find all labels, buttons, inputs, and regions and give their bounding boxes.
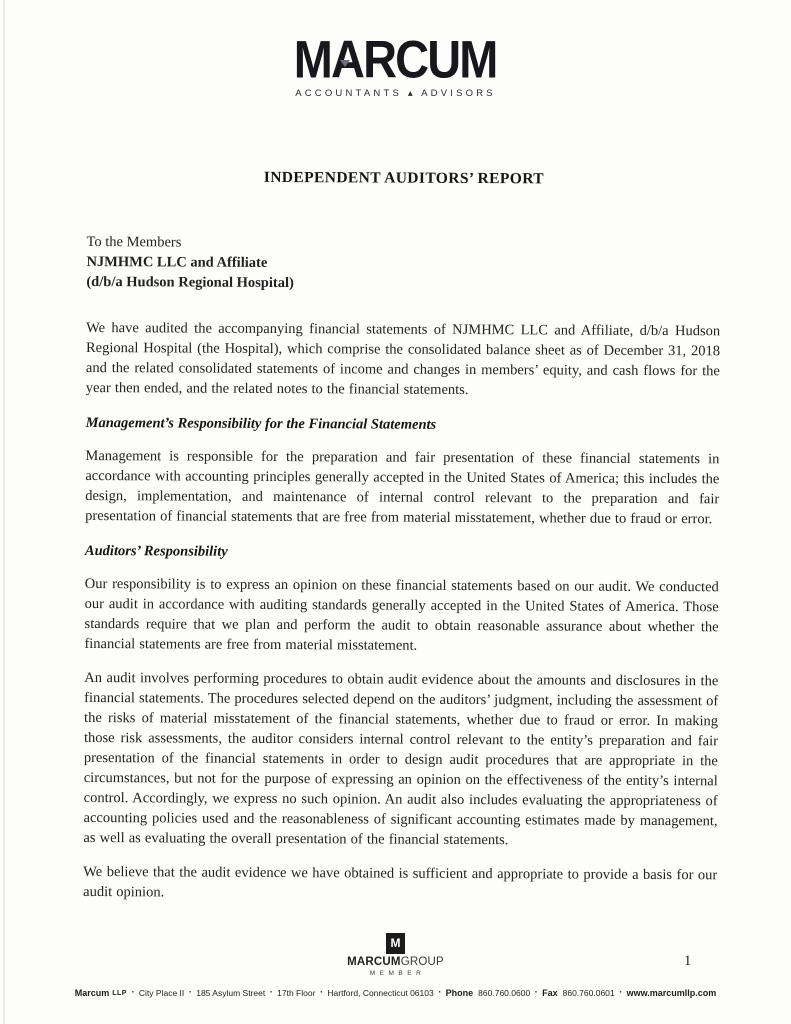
addressee-line-3: (d/b/a Hudson Regional Hospital) [86,273,294,292]
marcum-group-name-bold: MARCUM [347,956,401,968]
footer-phone-value: 860.760.0600 [478,988,531,998]
footer-address-floor: 17th Floor [277,988,316,998]
marcum-logo-wordmark: MARCUM [294,29,497,90]
footer-separator-icon: ▪ [189,989,192,996]
footer-address-street: 185 Asylum Street [196,988,266,998]
footer-fax-label: Fax [542,988,558,998]
marcum-logo-wordmark-wrap [285,29,505,90]
footer-separator-icon: ▪ [438,989,441,996]
logo-a-triangle-icon [340,60,350,67]
management-responsibility-paragraph: Management is responsible for the preparation and fair presentation of these financial statements in accordance with accounting principles generally accepted in the United States of America; this includes the design, implementation, and maintenance of internal control relevant to the preparation and fair presentation of financial statements that are free from material misstatement, whether due to fraud or error. [85,447,720,528]
footer-phone-label: Phone [445,988,474,998]
report-title: INDEPENDENT AUDITORS’ REPORT [263,168,545,188]
marcum-group-member-label: MEMBER [369,970,426,977]
page-number: 1 [684,953,692,969]
auditors-responsibility-paragraph-3: We believe that the audit evidence we have obtained is sufficient and appropriate to provide a basis for our audit opinion. [83,863,718,901]
marcum-group-logo [0,933,791,977]
report-body [83,160,721,905]
footer-fax-value: 860.760.0601 [562,988,615,998]
footer-firm-name: Marcum [74,988,110,998]
footer-address-building: City Place II [138,988,185,998]
addressee-line-2: NJMHMC LLC and Affiliate [86,253,268,271]
addressee-block [86,232,720,295]
footer-separator-icon: ▪ [270,989,273,996]
footer-contact-bar [0,988,791,998]
auditors-responsibility-paragraph-2: An audit involves performing procedures to obtain audit evidence about the amounts and disclosures in the financial statements. The procedures selected depend on the auditors’ judgment, including the assessment of the risks of material misstatement of the financial statements, whether due to fraud or error. In making those risk assessments, the auditor considers internal control relevant to the entity’s preparation and fair presentation of the financial statements in order to design audit procedures that are appropriate in the circumstances, but not for the purpose of expressing an opinion on the effectiveness of the entity’s internal control. Accordingly, we express no such opinion. An audit also includes evaluating the appropriateness of accounting policies used and the reasonableness of significant accounting estimates made by management, as well as evaluating the overall presentation of the financial statements. [83,669,719,849]
marcum-group-name [0,956,791,968]
management-responsibility-heading: Management’s Responsibility for the Financial Statements [85,414,437,433]
scan-edge-artifact [3,0,5,1024]
marcum-logo-tagline: ACCOUNTANTS ▴ ADVISORS [295,88,496,99]
footer-address-city: Hartford, Connecticut 06103 [327,988,434,998]
marcum-group-name-light: GROUP [400,956,444,968]
auditors-responsibility-heading: Auditors’ Responsibility [84,542,228,560]
footer-separator-icon: ▪ [535,989,538,996]
footer-separator-icon: ▪ [320,989,323,996]
footer-firm-suffix: LLP [112,989,127,997]
addressee-line-1: To the Members [86,233,182,251]
marcum-logo [0,29,791,99]
footer-website: www.marcumllp.com [626,988,717,998]
footer-separator-icon: ▪ [131,989,134,996]
intro-paragraph: We have audited the accompanying financial statements of NJMHMC LLC and Affiliate, d/b/a Hudson Regional Hospital (the Hospital), which comprise the consolidated balance sheet as of December 31, 2018 and the related consolidated statements of income and changes in members’ equity, and cash flows for the year then ended, and the related notes to the financial statements. [85,319,721,399]
auditors-responsibility-paragraph-1: Our responsibility is to express an opinion on these financial statements based on our audit. We conducted our audit in accordance with auditing standards generally accepted in the United States of America. Those standards require that we plan and perform the audit to obtain reasonable assurance about whether the financial statements are free from material misstatement. [84,575,719,654]
marcum-group-monogram-icon: M [386,933,405,954]
footer-separator-icon: ▪ [619,989,622,996]
